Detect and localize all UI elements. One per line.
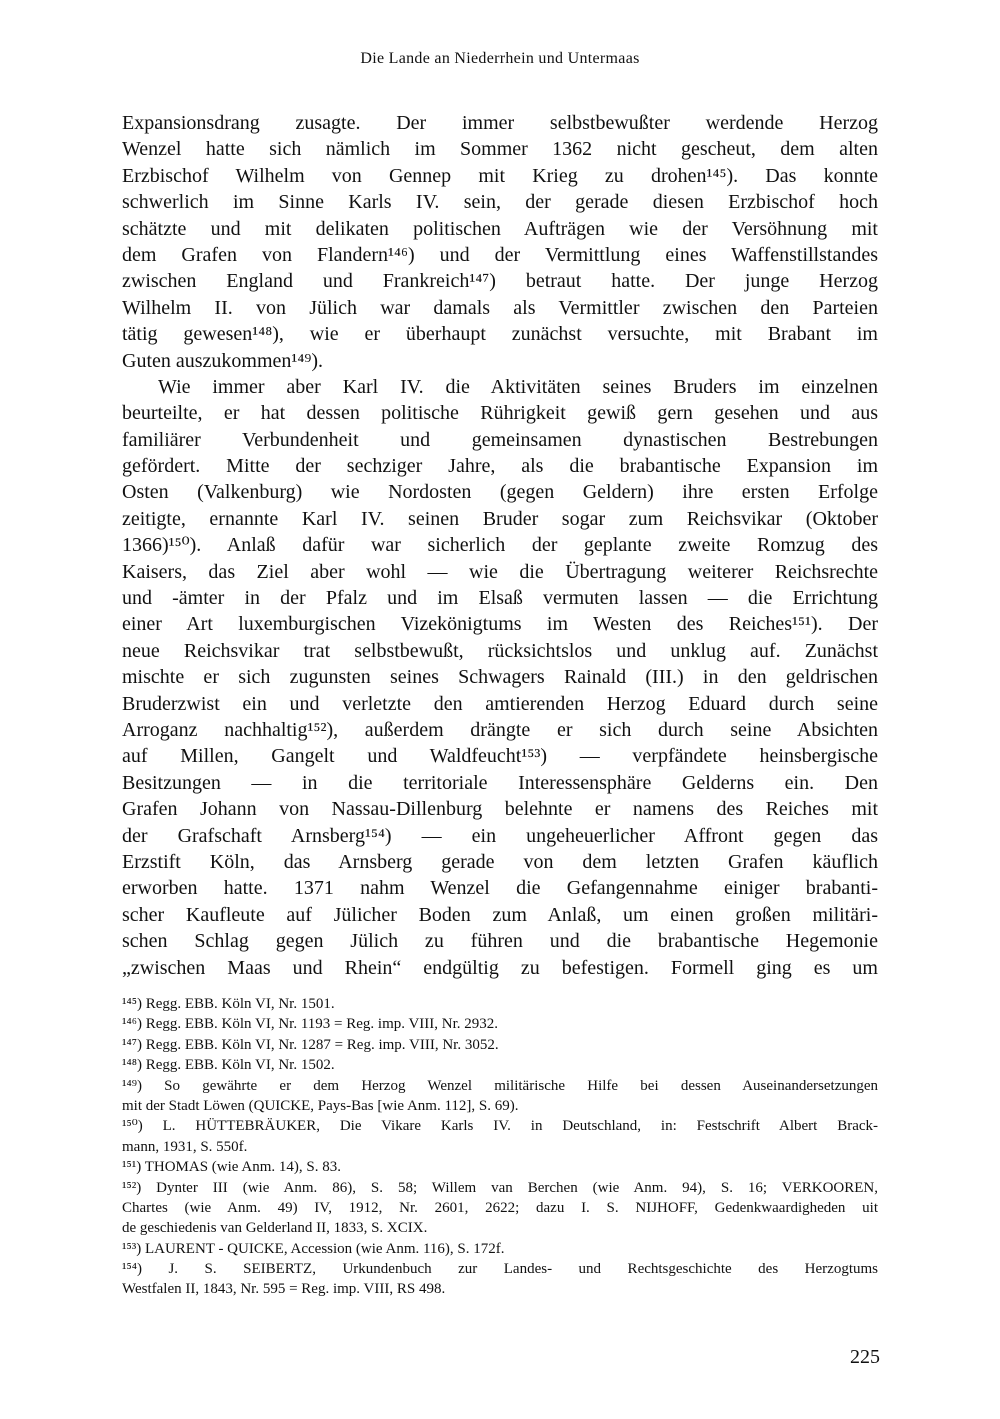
main-text: [122, 110, 878, 981]
footnote-line: mann, 1931, S. 550f.: [122, 1138, 248, 1155]
footnote-line: ¹⁴⁹) So gewährte er dem Herzog Wenzel militärische Hilfe bei dessen Auseinandersetzungen: [122, 1077, 878, 1094]
text-line: der Grafschaft Arnsberg¹⁵⁴) — ein ungeheuerlicher Affront gegen das: [122, 824, 878, 847]
text-line: Kaisers, das Ziel aber wohl — wie die Übertragung weiterer Reichsrechte: [122, 560, 878, 583]
text-line: 1366)¹⁵⁰). Anlaß dafür war sicherlich der geplante zweite Romzug des: [122, 534, 878, 557]
text-line: mischte er sich zugunsten seines Schwagers Rainald (III.) in den geldrischen: [122, 666, 878, 689]
text-line: zeitigte, ernannte Karl IV. seinen Bruder sogar zum Reichsvikar (Oktober: [122, 507, 878, 530]
footnote-line: ¹⁴⁷) Regg. EBB. Köln VI, Nr. 1287 = Reg. imp. VIII, Nr. 3052.: [122, 1036, 499, 1053]
footnote-line: de geschiedenis van Gelderland II, 1833, S. XCIX.: [122, 1220, 428, 1237]
text-line: Wenzel hatte sich nämlich im Sommer 1362 nicht gescheut, dem alten: [122, 138, 878, 161]
text-line: schwerlich im Sinne Karls IV. sein, der gerade diesen Erzbischof hoch: [122, 191, 878, 214]
text-line: scher Kaufleute auf Jülicher Boden zum Anlaß, um einen großen militäri-: [122, 903, 878, 926]
text-line: einer Art luxemburgischen Vizekönigtums im Westen des Reiches¹⁵¹). Der: [122, 613, 878, 636]
text-line: Besitzungen — in die territoriale Interessensphäre Gelderns ein. Den: [122, 771, 878, 794]
text-line: Grafen Johann von Nassau-Dillenburg belehnte er namens des Reiches mit: [122, 798, 878, 821]
footnote-line: ¹⁵¹) THOMAS (wie Anm. 14), S. 83.: [122, 1159, 341, 1176]
text-line: „zwischen Maas und Rhein“ endgültig zu befestigen. Formell ging es um: [122, 956, 878, 979]
text-line: dem Grafen von Flandern¹⁴⁶) und der Vermittlung eines Waffenstillstandes: [122, 243, 878, 266]
text-line: Erzbischof Wilhelm von Gennep mit Krieg zu drohen¹⁴⁵). Das konnte: [122, 164, 878, 187]
footnote-line: Westfalen II, 1843, Nr. 595 = Reg. imp. VIII, RS 498.: [122, 1281, 446, 1298]
text-line: zwischen England und Frankreich¹⁴⁷) betraut hatte. Der junge Herzog: [122, 270, 878, 293]
text-line: Erzstift Köln, das Arnsberg gerade von dem letzten Grafen käuflich: [122, 850, 878, 873]
text-line: Wilhelm II. von Jülich war damals als Vermittler zwischen den Parteien: [122, 296, 878, 319]
text-line: gefördert. Mitte der sechziger Jahre, als die brabantische Expansion im: [122, 455, 878, 478]
footnote-line: mit der Stadt Löwen (QUICKE, Pays-Bas [wie Anm. 112], S. 69).: [122, 1097, 519, 1114]
text-line: Guten auszukommen¹⁴⁹).: [122, 349, 324, 372]
footnote-line: Chartes (wie Anm. 49) IV, 1912, Nr. 2601, 2622; dazu I. S. NIJHOFF, Gedenkwaardigheden uit: [122, 1199, 878, 1216]
footnote-line: ¹⁵⁴) J. S. SEIBERTZ, Urkundenbuch zur Landes- und Rechtsgeschichte des Herzogtums: [122, 1261, 878, 1278]
footnotes: [122, 994, 878, 1300]
text-line: Bruderzwist ein und verletzte den amtierenden Herzog Eduard durch seine: [122, 692, 878, 715]
text-line: schen Schlag gegen Jülich zu führen und die brabantische Hegemonie: [122, 930, 878, 953]
text-line: familiärer Verbundenheit und gemeinsamen dynastischen Bestrebungen: [122, 428, 878, 451]
text-line: neue Reichsvikar trat selbstbewußt, rücksichtslos und unklug auf. Zunächst: [122, 639, 878, 662]
text-line: Arroganz nachhaltig¹⁵²), außerdem drängte er sich durch seine Absichten: [122, 718, 878, 741]
footnote-line: ¹⁵⁰) L. HÜTTEBRÄUKER, Die Vikare Karls IV. in Deutschland, in: Festschrift Albert Brack-: [122, 1118, 878, 1135]
footnote-line: ¹⁴⁵) Regg. EBB. Köln VI, Nr. 1501.: [122, 996, 335, 1012]
text-line: Expansionsdrang zusagte. Der immer selbstbewußter werdende Herzog: [122, 112, 878, 134]
footnote-line: ¹⁵²) Dynter III (wie Anm. 86), S. 58; Willem van Berchen (wie Anm. 94), S. 16; VERKOOREN,: [122, 1179, 878, 1196]
text-line: tätig gewesen¹⁴⁸), wie er überhaupt zunächst versuchte, mit Brabant im: [122, 323, 878, 346]
footnote-line: ¹⁴⁶) Regg. EBB. Köln VI, Nr. 1193 = Reg. imp. VIII, Nr. 2932.: [122, 1016, 499, 1033]
text-line: erworben hatte. 1371 nahm Wenzel die Gefangennahme einiger brabanti-: [122, 877, 878, 900]
text-line: und -ämter in der Pfalz und im Elsaß vermuten lassen — die Errichtung: [122, 587, 878, 610]
text-line: schätzte und mit delikaten politischen Aufträgen wie der Versöhnung mit: [122, 217, 878, 240]
footnote-line: ¹⁴⁸) Regg. EBB. Köln VI, Nr. 1502.: [122, 1057, 335, 1074]
text-line: auf Millen, Gangelt und Waldfeucht¹⁵³) — verpfändete heinsbergische: [122, 745, 878, 768]
text-line: Wie immer aber Karl IV. die Aktivitäten seines Bruders im einzelnen: [158, 375, 878, 398]
page-number: 225: [850, 1346, 880, 1368]
running-header: Die Lande an Niederrhein und Untermaas: [360, 50, 640, 67]
footnote-line: ¹⁵³) LAURENT - QUICKE, Accession (wie Anm. 116), S. 172f.: [122, 1240, 505, 1257]
text-line: beurteilte, er hat dessen politische Rührigkeit gewiß gern gesehen und aus: [122, 402, 878, 425]
text-line: Osten (Valkenburg) wie Nordosten (gegen Geldern) ihre ersten Erfolge: [122, 481, 878, 504]
